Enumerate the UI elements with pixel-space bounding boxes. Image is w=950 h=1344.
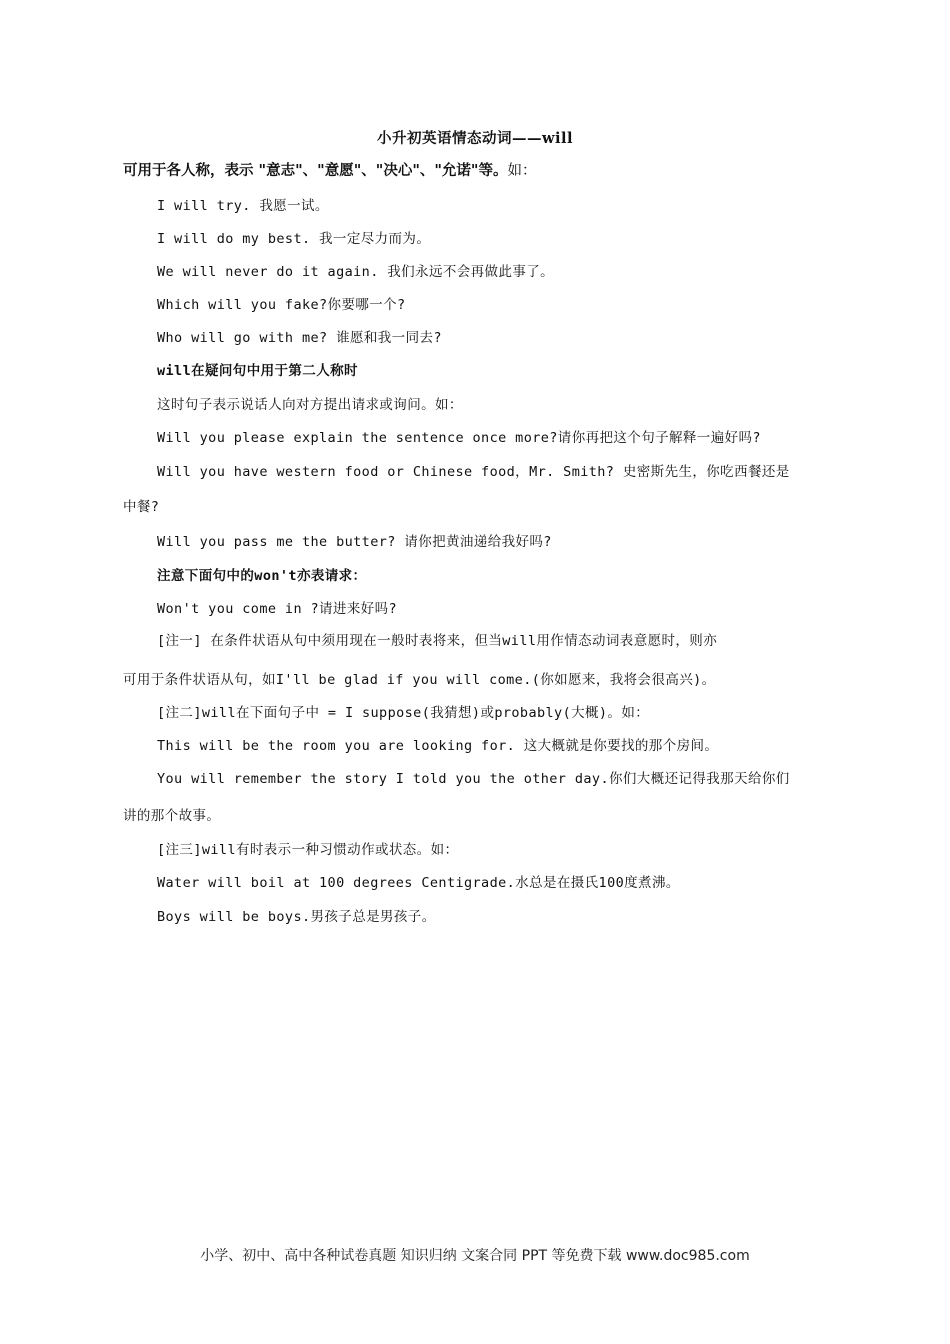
- example-line: Will you please explain the sentence once more?请你再把这个句子解释一遍好吗?: [157, 430, 761, 446]
- body-line: 这时句子表示说话人向对方提出请求或询问。如：: [157, 397, 463, 413]
- example-line: You will remember the story I told you the other day.你们大概还记得我那天给你们: [157, 771, 790, 787]
- example-line-continued: 中餐?: [123, 499, 160, 515]
- note-line: [注三]will有时表示一种习惯动作或状态。如：: [157, 842, 459, 858]
- example-line-continued: 讲的那个故事。: [123, 808, 221, 824]
- intro-tail-text: 如：: [507, 163, 537, 179]
- example-line: Which will you fake?你要哪一个?: [157, 297, 406, 313]
- document-title: 小升初英语情态动词——will: [376, 130, 573, 147]
- example-line: We will never do it again. 我们永远不会再做此事了。: [157, 264, 555, 280]
- section-heading: 注意下面句中的won't亦表请求：: [157, 568, 367, 584]
- page-footer: 小学、初中、高中各种试卷真题 知识归纳 文案合同 PPT 等免费下载 www.doc985.com: [200, 1248, 750, 1264]
- example-line: Won't you come in ?请进来好吗?: [157, 601, 398, 617]
- example-line: Who will go with me? 谁愿和我一同去?: [157, 330, 442, 346]
- example-line: I will do my best. 我一定尽力而为。: [157, 231, 431, 247]
- example-line: This will be the room you are looking for. 这大概就是你要找的那个房间。: [157, 738, 719, 754]
- example-line: Will you pass me the butter? 请你把黄油递给我好吗?: [157, 534, 552, 550]
- example-line: Will you have western food or Chinese food，Mr. Smith? 史密斯先生，你吃西餐还是: [157, 464, 790, 480]
- note-line: [注二]will在下面句子中 = I suppose(我猜想)或probably(大概)。如：: [157, 705, 650, 721]
- note-line: [注一] 在条件状语从句中须用现在一般时表将来，但当will用作情态动词表意愿时，则亦: [157, 633, 718, 649]
- example-line: I will try. 我愿一试。: [157, 198, 329, 214]
- section-heading: will在疑问句中用于第二人称时: [157, 363, 358, 379]
- example-line: Boys will be boys.男孩子总是男孩子。: [157, 909, 436, 925]
- intro-line: [123, 161, 536, 181]
- intro-bold-text: 可用于各人称，表示 "意志"、"意愿"、"决心"、"允诺"等。: [123, 162, 508, 179]
- note-line-continued: 可用于条件状语从句，如I'll be glad if you will come.(你如愿来，我将会很高兴)。: [123, 672, 716, 688]
- example-line: Water will boil at 100 degrees Centigrade.水总是在摄氏100度煮沸。: [157, 875, 680, 891]
